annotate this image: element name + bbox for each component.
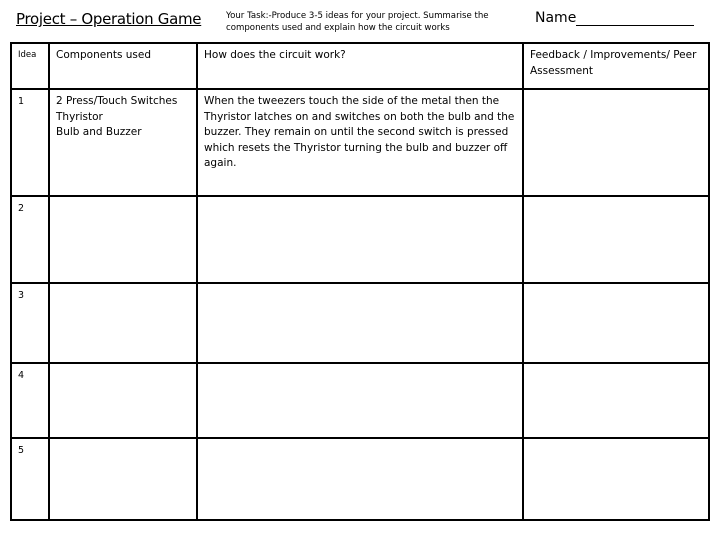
feedback-cell[interactable]	[523, 283, 709, 363]
component-item: Thyristor	[56, 110, 103, 123]
how-cell[interactable]	[197, 283, 523, 363]
column-header-how: How does the circuit work?	[197, 43, 523, 89]
column-header-idea: Idea	[11, 43, 49, 89]
task-instructions: Your Task:-Produce 3-5 ideas for your project. Summarise the components used and explain how the circuit works	[226, 11, 489, 33]
table-row	[11, 438, 709, 520]
how-cell[interactable]	[197, 196, 523, 283]
components-cell[interactable]	[49, 438, 197, 520]
feedback-cell[interactable]	[523, 196, 709, 283]
components-cell[interactable]	[49, 89, 197, 196]
column-header-feedback: Feedback / Improvements/ Peer Assessment	[523, 43, 709, 89]
component-item: Bulb and Buzzer	[56, 126, 142, 138]
feedback-cell[interactable]	[523, 363, 709, 438]
ideas-table	[10, 42, 710, 521]
name-line[interactable]	[576, 11, 694, 26]
page-title: Project – Operation Game	[16, 10, 202, 28]
idea-number: 1	[11, 89, 49, 196]
idea-number: 4	[11, 363, 49, 438]
table-row	[11, 196, 709, 283]
how-cell[interactable]	[197, 363, 523, 438]
component-item: 2 Press/Touch Switches	[56, 95, 178, 107]
table-row	[11, 89, 709, 196]
table-row	[11, 363, 709, 438]
components-cell[interactable]	[49, 363, 197, 438]
name-label: Name	[535, 10, 577, 26]
idea-number: 3	[11, 283, 49, 363]
table-header-row	[11, 43, 709, 89]
table-row	[11, 283, 709, 363]
idea-number: 2	[11, 196, 49, 283]
components-cell[interactable]	[49, 196, 197, 283]
components-cell[interactable]	[49, 283, 197, 363]
feedback-cell[interactable]	[523, 438, 709, 520]
idea-number: 5	[11, 438, 49, 520]
how-cell[interactable]	[197, 438, 523, 520]
how-cell[interactable]: When the tweezers touch the side of the metal then the Thyristor latches on and switches on both the bulb and the buzzer. They remain on until the second switch is pressed which resets the Thyristor turning the bulb and buzzer off again.	[197, 89, 523, 196]
feedback-cell[interactable]	[523, 89, 709, 196]
column-header-components: Components used	[49, 43, 197, 89]
name-field[interactable]	[535, 10, 694, 26]
